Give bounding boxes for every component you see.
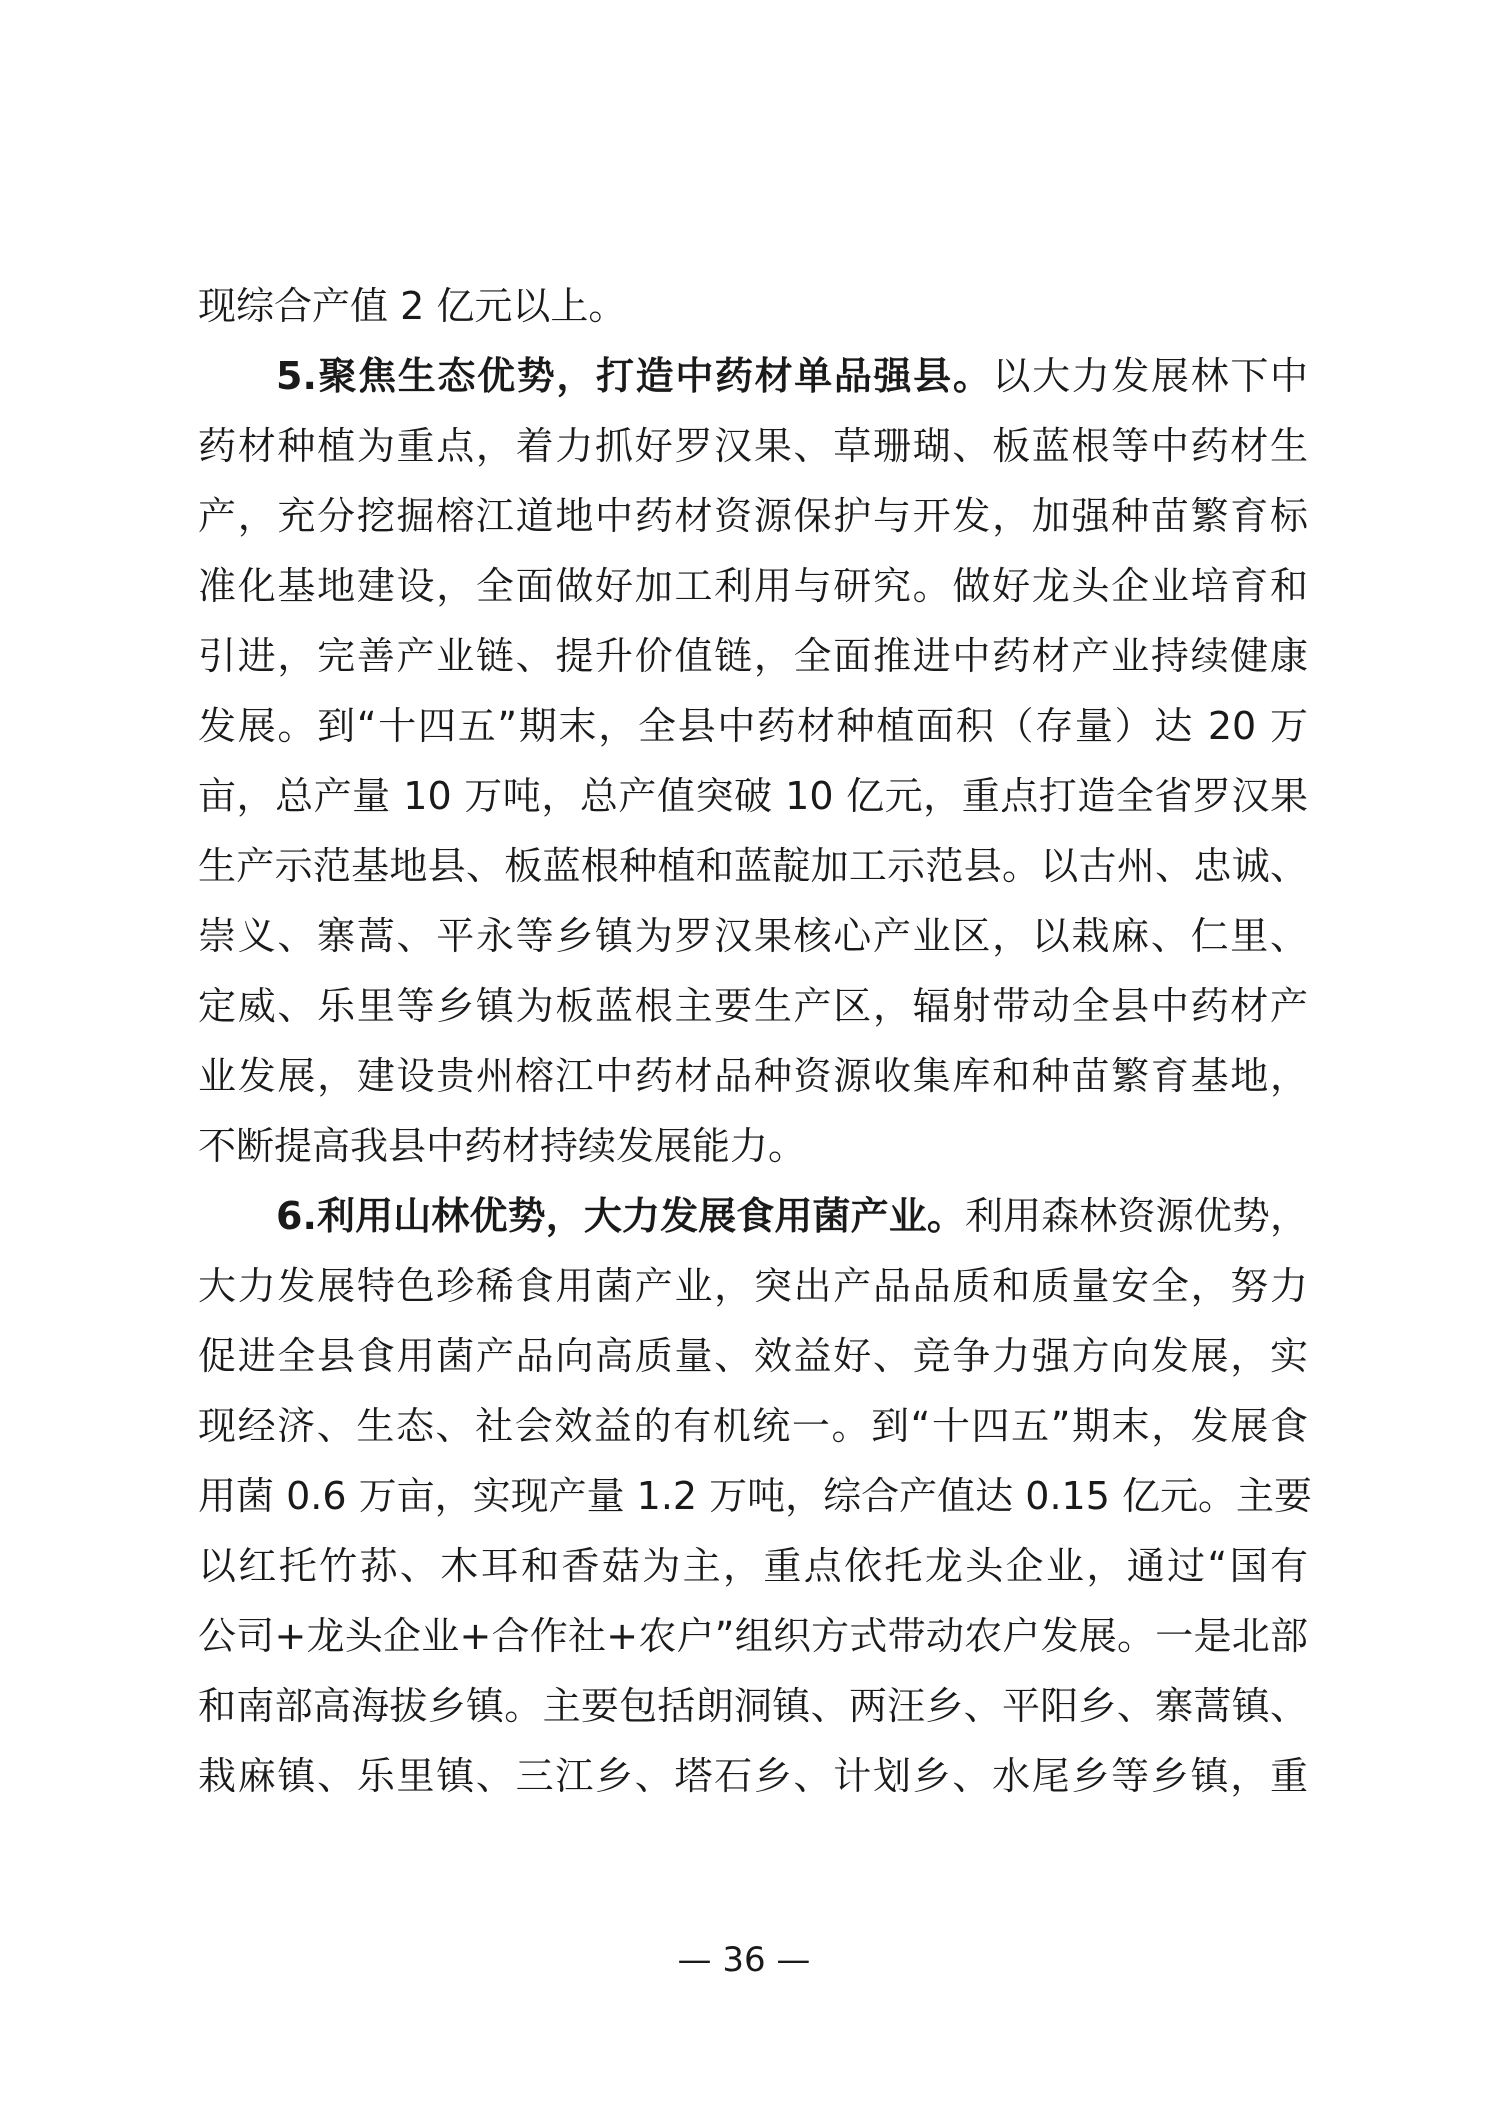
page-number: — 36 — xyxy=(677,1940,811,1980)
text-line: 亩，总产量 10 万吨，总产值突破 10 亿元，重点打造全省罗汉果 xyxy=(198,774,1308,818)
text-line: 崇义、寨蒿、平永等乡镇为罗汉果核心产业区，以栽麻、仁里、 xyxy=(198,914,1308,958)
text-line: 促进全县食用菌产品向高质量、效益好、竞争力强方向发展，实 xyxy=(198,1334,1308,1378)
text-line: 业发展，建设贵州榕江中药材品种资源收集库和种苗繁育基地， xyxy=(198,1054,1308,1098)
text-line: 用菌 0.6 万亩，实现产量 1.2 万吨，综合产值达 0.15 亿元。主要 xyxy=(198,1474,1312,1518)
text-line: 以红托竹荪、木耳和香菇为主，重点依托龙头企业，通过“国有 xyxy=(198,1544,1308,1588)
paragraph-6-first-line-rest: 利用森林资源优势， xyxy=(965,1194,1308,1238)
text-line: 产，充分挖掘榕江道地中药材资源保护与开发，加强种苗繁育标 xyxy=(198,494,1308,538)
text-line: 公司+龙头企业+合作社+农户”组织方式带动农户发展。一是北部 xyxy=(198,1614,1308,1658)
paragraph-5-first-line xyxy=(276,354,1308,398)
text-line: 现经济、生态、社会效益的有机统一。到“十四五”期末，发展食 xyxy=(198,1404,1308,1448)
text-line: 不断提高我县中药材持续发展能力。 xyxy=(198,1124,807,1168)
text-line: 和南部高海拔乡镇。主要包括朗洞镇、两汪乡、平阳乡、寨蒿镇、 xyxy=(198,1684,1308,1728)
text-line: 栽麻镇、乐里镇、三江乡、塔石乡、计划乡、水尾乡等乡镇，重 xyxy=(198,1754,1308,1798)
text-line: 发展。到“十四五”期末，全县中药材种植面积（存量）达 20 万 xyxy=(198,704,1308,748)
text-line: 大力发展特色珍稀食用菌产业，突出产品品质和质量安全，努力 xyxy=(198,1264,1308,1308)
paragraph-5-heading: 5.聚焦生态优势，打造中药材单品强县。 xyxy=(276,354,993,398)
text-line: 生产示范基地县、板蓝根种植和蓝靛加工示范县。以古州、忠诚、 xyxy=(198,844,1308,888)
paragraph-6-heading: 6.利用山林优势，大力发展食用菌产业。 xyxy=(276,1194,966,1238)
text-line: 准化基地建设，全面做好加工利用与研究。做好龙头企业培育和 xyxy=(198,564,1308,608)
text-line: 引进，完善产业链、提升价值链，全面推进中药材产业持续健康 xyxy=(198,634,1308,678)
paragraph-6-first-line xyxy=(276,1194,1308,1238)
paragraph-5-first-line-rest: 以大力发展林下中 xyxy=(992,354,1308,398)
text-line: 药材种植为重点，着力抓好罗汉果、草珊瑚、板蓝根等中药材生 xyxy=(198,424,1308,468)
text-line: 现综合产值 2 亿元以上。 xyxy=(198,284,627,328)
text-line: 定威、乐里等乡镇为板蓝根主要生产区，辐射带动全县中药材产 xyxy=(198,984,1308,1028)
